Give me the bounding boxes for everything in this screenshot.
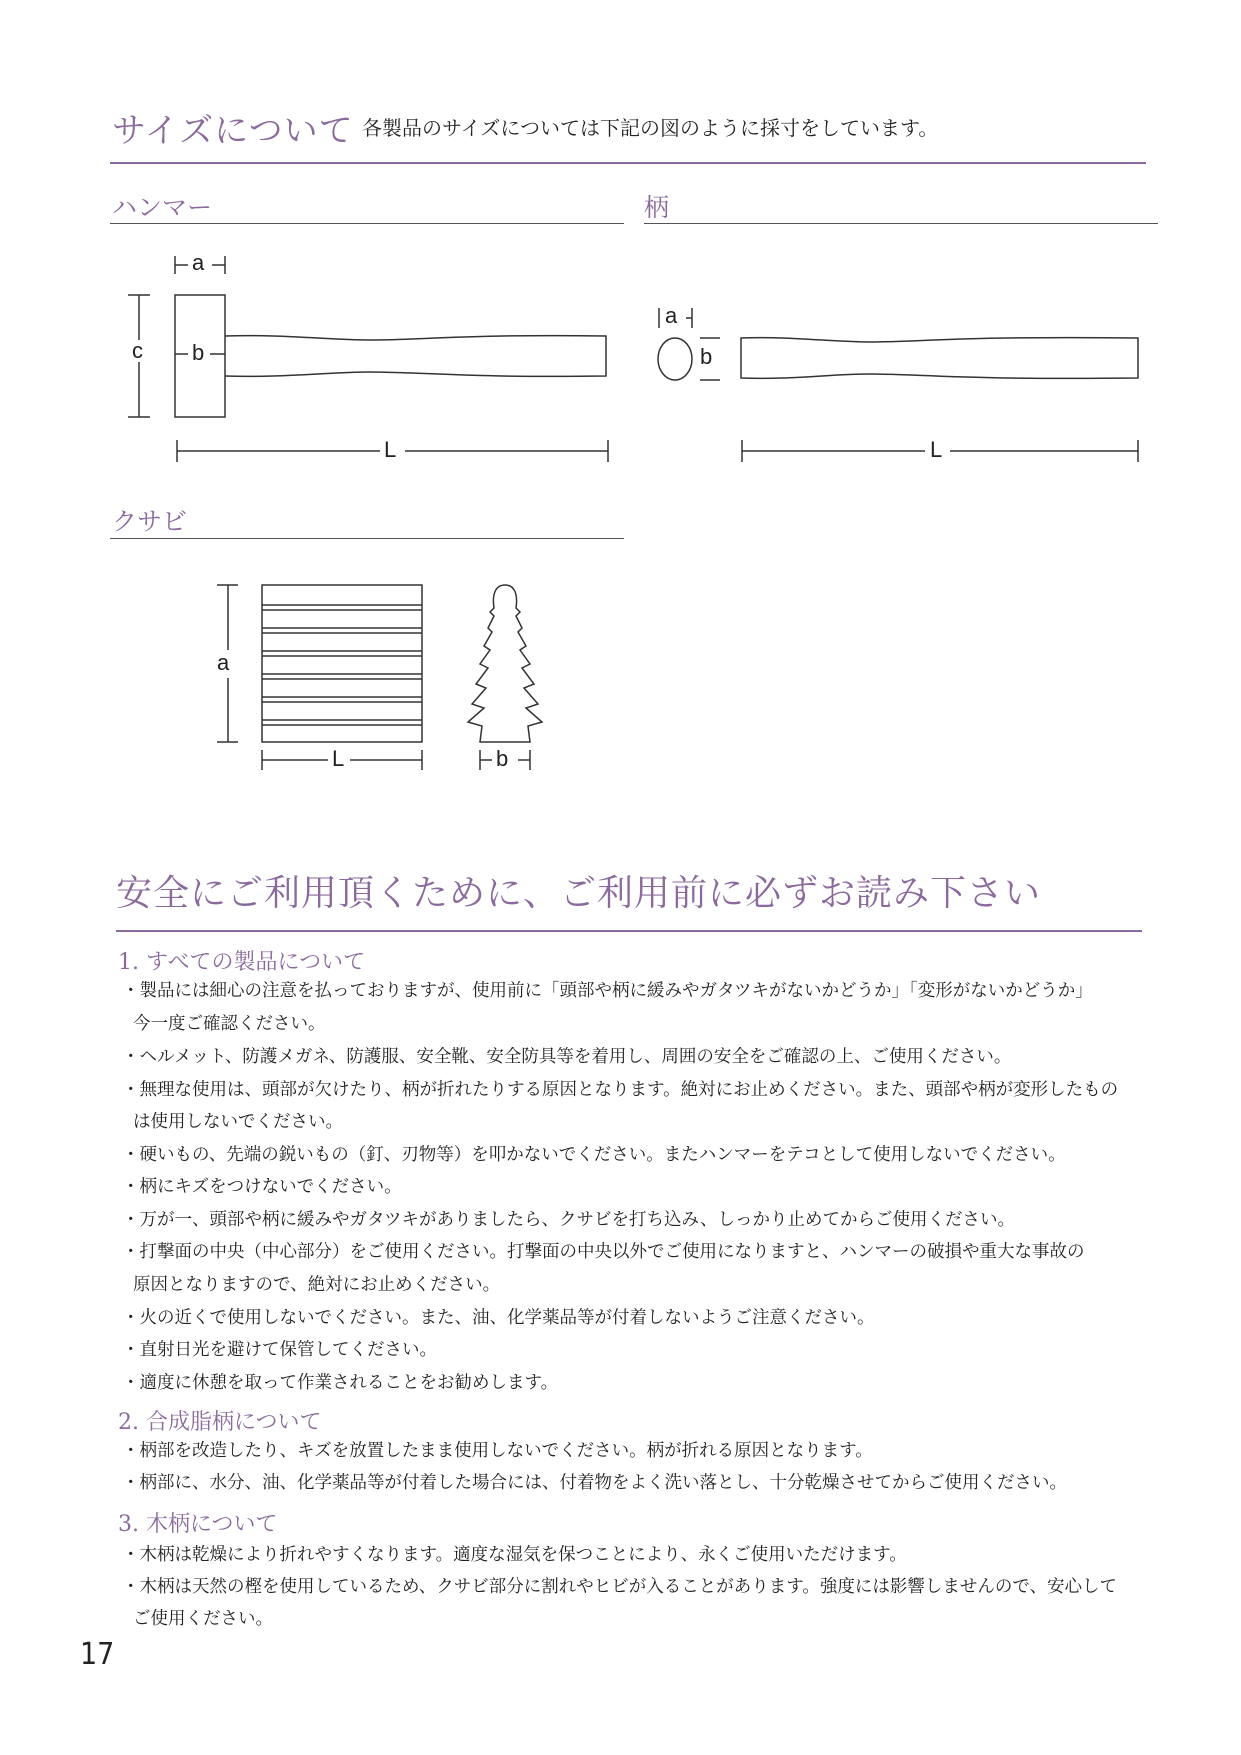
list-item: ・打撃面の中央（中心部分）をご使用ください。打撃面の中央以外でご使用になりますと、ハンマーの破損や重大な事故の <box>122 1242 1085 1262</box>
wedge-side <box>468 585 542 742</box>
list-item: ・柄にキズをつけないでください。 <box>122 1177 402 1197</box>
hammer-dim-b: b <box>192 340 205 365</box>
hammer-label: ハンマー <box>112 193 213 222</box>
page-title: サイズについて <box>112 111 354 151</box>
hammer-label-underline <box>110 223 624 224</box>
section-heading-all-products: 1. すべての製品について <box>118 950 366 975</box>
list-item: ・火の近くで使用しないでください。また、油、化学薬品等が付着しないようご注意ください。 <box>122 1308 875 1328</box>
hammer-dim-l: L <box>384 437 397 462</box>
list-item: 原因となりますので、絶対にお止めください。 <box>133 1275 501 1295</box>
wedge-front <box>262 585 422 742</box>
list-item: ・万が一、頭部や柄に緩みやガタツキがありましたら、クサビを打ち込み、しっかり止めてからご使用ください。 <box>122 1210 1016 1230</box>
wedge-label-underline <box>110 538 624 539</box>
list-item: は使用しないでください。 <box>133 1112 343 1132</box>
wedge-label: クサビ <box>112 507 188 536</box>
handle-dim-a: a <box>665 303 678 328</box>
wedge-dim-l: L <box>332 746 345 771</box>
handle-side <box>741 338 1138 379</box>
safety-title: 安全にご利用頂くために、ご利用前に必ずお読み下さい <box>116 873 1042 914</box>
hammer-dim-a: a <box>192 250 205 275</box>
list-item: ・柄部を改造したり、キズを放置したまま使用しないでください。柄が折れる原因となります。 <box>122 1441 873 1461</box>
section-heading-wood-handle: 3. 木柄について <box>118 1512 278 1537</box>
list-item: ・木柄は乾燥により折れやすくなります。適度な湿気を保つことにより、永くご使用いただけます。 <box>122 1545 907 1565</box>
safety-divider <box>116 930 1142 932</box>
page-subtitle: 各製品のサイズについては下記の図のように採寸をしています。 <box>362 116 939 140</box>
list-item: ・無理な使用は、頭部が欠けたり、柄が折れたりする原因となります。絶対にお止めください。また、頭部や柄が変形したもの <box>122 1080 1119 1100</box>
list-item: ・直射日光を避けて保管してください。 <box>122 1340 437 1360</box>
list-item: ・製品には細心の注意を払っておりますが、使用前に「頭部や柄に緩みやガタツキがないかどうか」「変形がないかどうか」 <box>122 981 1093 1001</box>
list-item: ご使用ください。 <box>133 1609 273 1629</box>
handle-label: 柄 <box>644 193 670 222</box>
list-item: ・ヘルメット、防護メガネ、防護服、安全靴、安全防具等を着用し、周囲の安全をご確認の上、ご使用ください。 <box>122 1047 1012 1067</box>
list-item: ・硬いもの、先端の鋭いもの（釘、刃物等）を叩かないでください。またハンマーをテコとして使用しないでください。 <box>122 1145 1066 1165</box>
handle-cross-section <box>658 338 692 380</box>
list-item: ・木柄は天然の樫を使用しているため、クサビ部分に割れやヒビが入ることがあります。強度には影響しませんので、安心して <box>122 1577 1118 1597</box>
title-divider <box>110 162 1146 164</box>
list-item: ・適度に休憩を取って作業されることをお勧めします。 <box>122 1373 559 1393</box>
handle-label-underline <box>644 223 1158 224</box>
list-item: 今一度ご確認ください。 <box>133 1014 326 1034</box>
wedge-dim-a: a <box>217 650 230 675</box>
section-heading-synthetic-handle: 2. 合成脂柄について <box>118 1410 322 1435</box>
page-number: 17 <box>80 1637 115 1672</box>
hammer-handle <box>225 336 606 377</box>
list-item: ・柄部に、水分、油、化学薬品等が付着した場合には、付着物をよく洗い落とし、十分乾燥させてからご使用ください。 <box>122 1473 1067 1493</box>
handle-dim-b: b <box>700 344 713 369</box>
hammer-dim-c: c <box>132 338 143 363</box>
handle-dim-l: L <box>930 437 943 462</box>
wedge-dim-b: b <box>496 746 509 771</box>
